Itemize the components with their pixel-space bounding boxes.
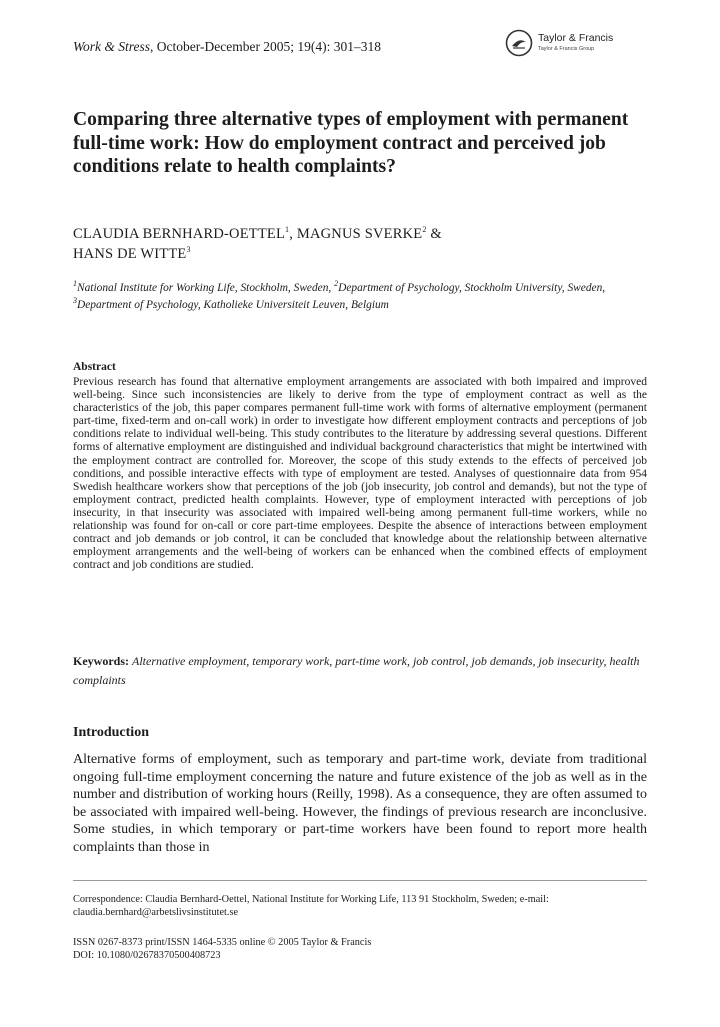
- publisher-name: Taylor & Francis: [538, 32, 614, 44]
- author-name: HANS DE WITTE: [73, 246, 187, 262]
- author-separator: ,: [289, 226, 297, 242]
- keywords-list: Alternative employment, temporary work, part-time work, job control, job demands, job insecurity, health complaints: [73, 654, 640, 687]
- taylor-francis-logo-icon: [505, 29, 533, 57]
- publisher-logo: [505, 27, 625, 63]
- journal-name: Work & Stress: [73, 39, 151, 54]
- affil-mark: 2: [334, 279, 339, 289]
- author-affil-mark: 3: [186, 245, 191, 255]
- author-name: CLAUDIA BERNHARD-OETTEL: [73, 226, 286, 242]
- doi-line: DOI: 10.1080/02678370500408723: [73, 950, 221, 961]
- abstract-text: Previous research has found that alternative employment arrangements are associated with both impaired and improved well-being. Since such inconsistencies are likely to derive from the type of employment contract as well as the characteristics of the job, this paper compares permanent full-time work with forms of alternative employment (permanent part-time, fixed-term and on-call work) in order to investigate how different employment contracts and perceptions of job conditions relate to individual well-being. This study contributes to the literature by addressing several questions. Different forms of alternative employment are distinguished and individual background characteristics that might be intertwined with the employment contract are controlled for. Moreover, the scope of this study extends to the effects of perceived job conditions, and possible interactive effects with type of employment are tested. Analyses of questionnaire data from 954 Swedish healthcare workers show that perceptions of the job (job insecurity, job control and demands), but not the type of employment contract, predicted health complaints. However, type of employment interacted with perceptions of job insecurity, in that insecurity was associated with impaired well-being among permanent full-time workers, while no relationship was found for on-call or core part-time employees. Despite the absence of interactions between employment contract and job demands or job control, it can be concluded that knowledge about the relationship between alternative employment arrangements and the well-being of workers can be enhanced when the combined effects of employment contract and job conditions are studied.: [73, 376, 647, 572]
- affil-mark: 1: [73, 279, 77, 289]
- author-list: [73, 224, 633, 264]
- introduction-text: Alternative forms of employment, such as temporary and part-time work, deviate from traditional ongoing full-time employment concerning the nature and future existence of the job as well as in the number and distribution of working hours (Reilly, 1998). As a consequence, they are often assumed to be associated with impaired well-being. However, the findings of previous research are inconclusive. Some studies, in which temporary or part-time workers have been found to report more health complaints than those in: [73, 752, 647, 855]
- issn-doi-block: [73, 936, 647, 962]
- journal-citation: [73, 39, 381, 55]
- affiliation: National Institute for Working Life, Stockholm, Sweden,: [77, 282, 335, 294]
- affiliations: [73, 280, 663, 314]
- section-heading-introduction: Introduction: [73, 725, 149, 740]
- publisher-group: Taylor & Francis Group: [538, 46, 595, 52]
- keywords-label: Keywords:: [73, 654, 129, 668]
- keywords: [73, 652, 647, 690]
- paper-title: Comparing three alternative types of employment with permanent full-time work: How do employment contract and perceived job conditions relate to health complaints?: [73, 109, 629, 177]
- author-affil-mark: 2: [422, 225, 427, 235]
- author-affil-mark: 1: [285, 225, 290, 235]
- author-name: MAGNUS SVERKE: [296, 226, 423, 242]
- affil-mark: 3: [73, 296, 77, 306]
- journal-issue: , October-December 2005; 19(4): 301–318: [150, 39, 382, 54]
- correspondence-note: Correspondence: Claudia Bernhard-Oettel, National Institute for Working Life, 113 91 Stockholm, Sweden; e-mail: claudia.bernhard@arbetslivsinstitutet.se: [73, 894, 549, 918]
- author-separator: &: [426, 226, 442, 242]
- abstract-heading: Abstract: [73, 361, 116, 373]
- footnote-divider: [73, 880, 647, 881]
- affiliation: Department of Psychology, Katholieke Universiteit Leuven, Belgium: [77, 299, 389, 311]
- issn-line: ISSN 0267-8373 print/ISSN 1464-5335 online © 2005 Taylor & Francis: [73, 937, 372, 948]
- affiliation: Department of Psychology, Stockholm University, Sweden,: [338, 282, 606, 294]
